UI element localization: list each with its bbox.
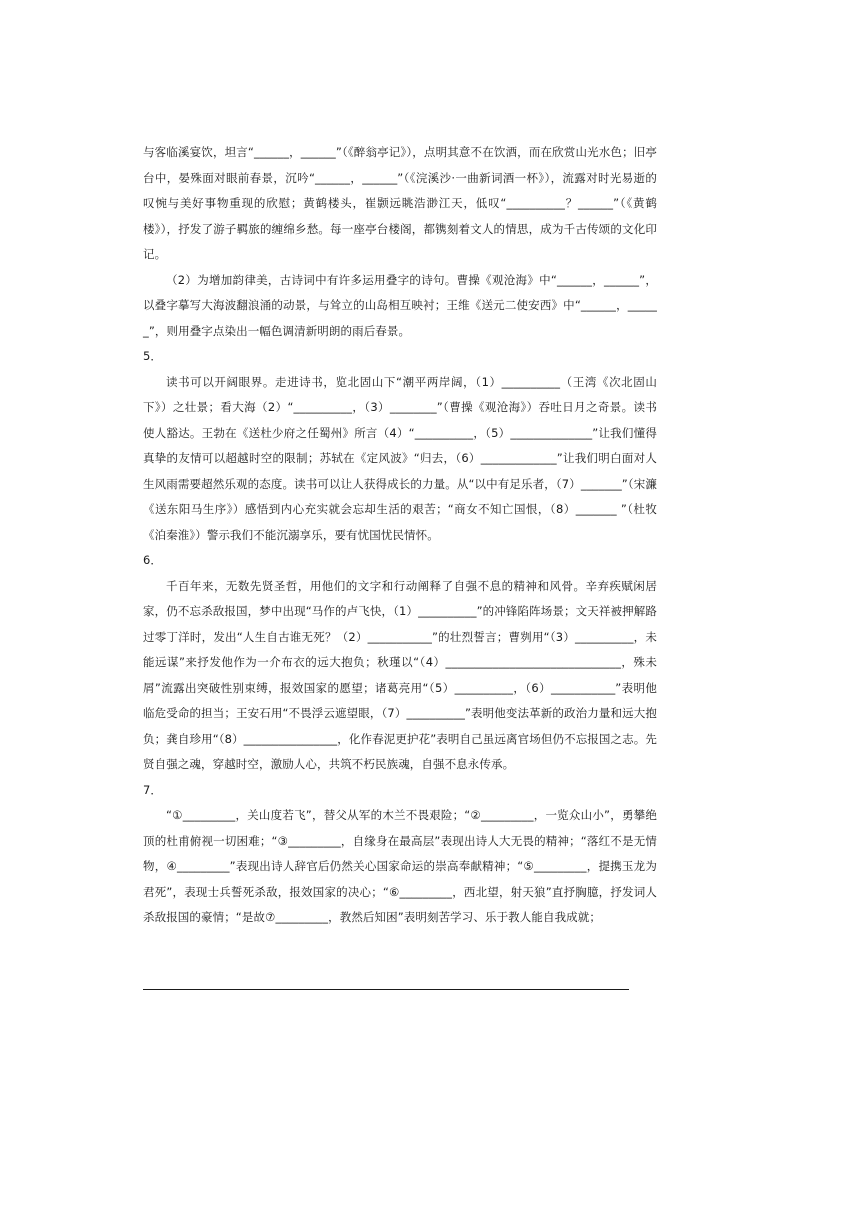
answer-underline bbox=[143, 989, 629, 990]
question-6-number: 6． bbox=[143, 553, 163, 567]
question-4-part-2: （2）为增加韵律美，古诗词中有许多运用叠字的诗句。曹操《观沧海》中“______，______”，以叠字摹写大海波翻浪涌的动景，与耸立的山岛相互映衬；王维《送元二使安西》中“______，______”，则用叠字点染出一幅色调清新明朗的雨后春景。 bbox=[143, 272, 657, 338]
question-4-continuation: 与客临溪宴饮，坦言“______，______”（《醉翁亭记》），点明其意不在饮酒，而在欣赏山光水色；旧亭台中，晏殊面对眼前春景，沉吟“______，______”（《浣溪沙·一曲新词酒一杯》），流露对时光易逝的叹惋与美好事物重现的欣慰；黄鹤楼头，崔颢远眺浩渺江天，低叹“__________？______”（《黄鹤楼》），抒发了游子羁旅的缠绵乡愁。每一座亭台楼阁，都镌刻着文人的情思，成为千古传颂的文化印记。 bbox=[143, 145, 657, 261]
question-7-number: 7． bbox=[143, 782, 163, 797]
question-7-text: “①_________，关山度若飞”，替父从军的木兰不畏艰险；“②_________，一览众山小”，勇攀绝顶的杜甫俯视一切困难；“③_________，自缘身在最高层”表现出诗人大无畏的精神；“落红不是无情物，④_________”表现出诗人辞官后仍然关心国家命运的崇高奉献精神；“⑤_________，提携玉龙为君死”，表现士兵誓死杀敌，报效国家的决心；“⑥_________，西北望，射天狼”直抒胸臆，抒发词人杀敌报国的豪情；“是故⑦_________，教然后知困”表明刻苦学习、乐于教人能自我成就； bbox=[143, 808, 657, 924]
document-body bbox=[143, 140, 657, 931]
question-5-text: 读书可以开阔眼界。走进诗书，览北固山下“潮平两岸阔，（1）__________（王湾《次北固山下》）之壮景；看大海（2）“__________，（3）________”（曹操《观沧海》）吞吐日月之奇景。读书使人豁达。王勃在《送杜少府之任蜀州》所言（4）“__________，（5）______________”让我们懂得真挚的友情可以超越时空的限制；苏轼在《定风波》“归去，（6）_____________”让我们明白面对人生风雨需要超然乐观的态度。读书可以让人获得成长的力量。从“以中有足乐者，（7）_______”（宋濂《送东阳马生序》）感悟到内心充实就会忘却生活的艰苦；“商女不知亡国恨，（8）_______ ”（杜牧《泊秦淮》）警示我们不能沉溺享乐，要有忧国忧民情怀。 bbox=[143, 374, 657, 542]
question-5-number: 5． bbox=[143, 349, 163, 363]
question-6-text: 千百年来，无数先贤圣哲，用他们的文字和行动阐释了自强不息的精神和风骨。辛弃疾赋闲居家，仍不忘杀敌报国，梦中出现“马作的卢飞快，（1）__________”的冲锋陷阵场景；文天祥被押解路过零丁洋时，发出“人生自古谁无死？（2）___________”的壮烈誓言；曹刿用“（3）__________，未能远谋”来抒发他作为一介布衣的远大抱负；秋瑾以“（4）______________________________，殊未屑”流露出突破性别束缚，报效国家的愿望；诸葛亮用“（5）__________，（6）___________”表明他临危受命的担当；王安石用“不畏浮云遮望眼，（7）__________”表明他变法革新的政治力量和远大抱负；龚自珍用“（8）________________，化作春泥更护花”表明自己虽远离官场但仍不忘报国之志。先贤自强之魂，穿越时空，激励人心，共筑不朽民族魂，自强不息永传承。 bbox=[143, 578, 657, 771]
